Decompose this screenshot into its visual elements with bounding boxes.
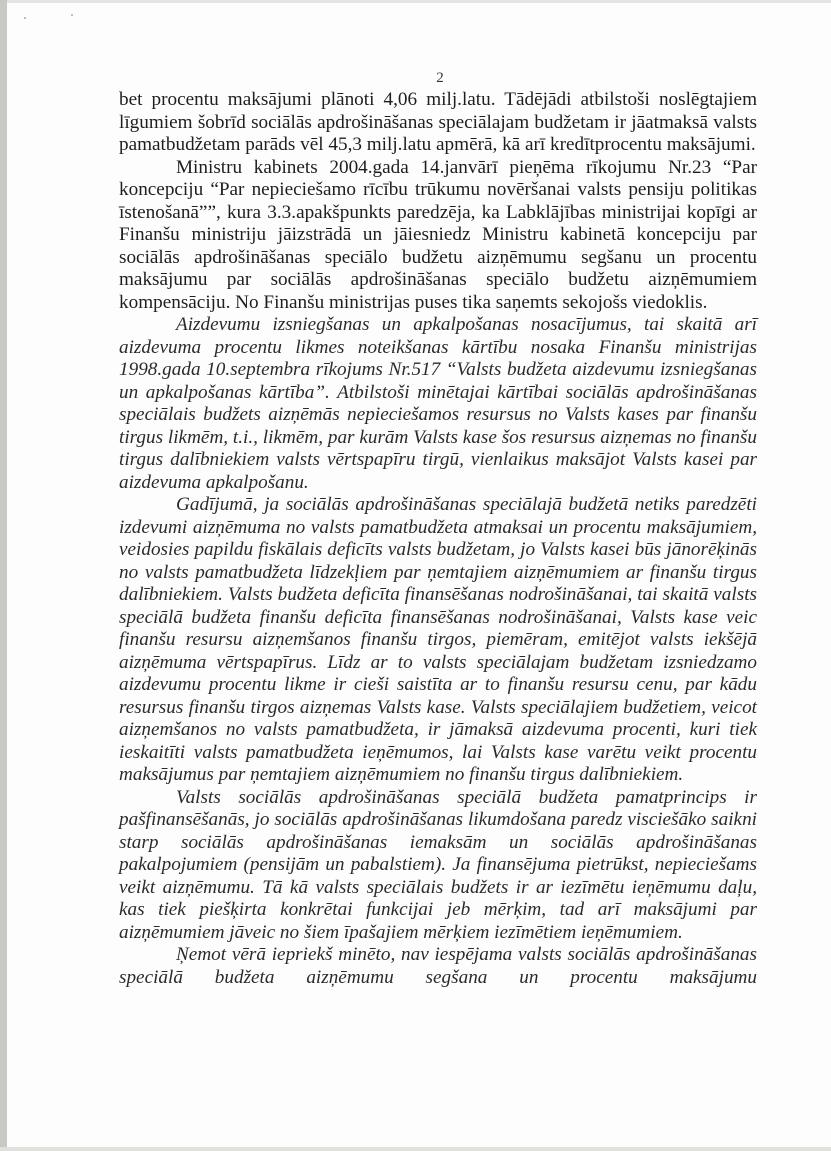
- scan-speck: [71, 14, 73, 16]
- paragraph: Aizdevumu izsniegšanas un apkalpošanas nosacījumus, tai skaitā arī aizdevuma procentu likmes noteikšanas kārtību nosaka Finanšu ministrijas 1998.gada 10.septembra rīkojums Nr.517 “Valsts budžeta aizdevumu izsniegšanas un apkalpošanas kārtība”. Atbilstoši minētajai kārtībai sociālās apdrošināšanas speciālais budžets aizņēmās nepieciešamos resursus no Valsts kases par finanšu tirgus likmēm, t.i., likmēm, par kurām Valsts kase šos resursus aizņemas no finanšu tirgus dalībniekiem valsts vērtspapīru tirgū, vienlaikus maksājot Valsts kasei par aizdevuma apkalpošanu.: [119, 314, 757, 493]
- page-number: 2: [436, 70, 444, 86]
- scan-speck: [24, 17, 26, 19]
- paragraph: bet procentu maksājumi plānoti 4,06 milj.latu. Tādējādi atbilstoši noslēgtajiem līgumiem šobrīd sociālās apdrošināšanas speciālajam budžetam ir jāatmaksā valsts pamatbudžetam parāds vēl 45,3 milj.latu apmērā, kā arī kredītprocentu maksājumi.: [119, 89, 757, 155]
- scan-bottom-edge: [0, 1147, 831, 1151]
- scan-left-edge: [0, 0, 7, 1151]
- paragraph: Ņemot vērā iepriekš minēto, nav iespējama valsts sociālās apdrošināšanas speciālā budžeta aizņēmumu segšana un procentu maksājumu: [119, 944, 757, 988]
- paragraph: Valsts sociālās apdrošināšanas speciālā budžeta pamatprincips ir pašfinansēšanās, jo sociālās apdrošināšanas likumdošana paredz visciešāko saikni starp sociālās apdrošināšanas iemaksām un sociālās apdrošināšanas pakalpojumiem (pensijām un pabalstiem). Ja finansējuma pietrūkst, nepieciešams veikt aizņēmumu. Tā kā valsts speciālais budžets ir ar iezīmētu ieņēmumu daļu, kas tiek piešķirta konkrētai funkcijai jeb mērķim, tad arī maksājumi par aizņēmumiem jāveic no šiem īpašajiem mērķiem iezīmētiem ieņēmumiem.: [119, 786, 757, 943]
- paragraph: Gadījumā, ja sociālās apdrošināšanas speciālajā budžetā netiks paredzēti izdevumi aizņēmuma no valsts pamatbudžeta atmaksai un procentu maksājumiem, veidosies papildu fiskālais deficīts valsts budžetam, jo Valsts kasei būs jānorēķinās no valsts pamatbudžeta līdzekļiem par ņemtajiem aizņēmumiem ar finanšu tirgus dalībniekiem. Valsts budžeta deficīta finansēšanas nodrošināšanai, tai skaitā valsts speciālā budžeta finanšu deficīta finansēšanas nodrošināšanai, Valsts kase veic finanšu resursu aizņemšanos finanšu tirgos, piemēram, emitējot valsts iekšējā aizņēmuma vērtspapīrus. Līdz ar to valsts speciālajam budžetam izsniedzamo aizdevumu procentu likme ir cieši saistīta ar to finanšu resursu cenu, par kādu resursus finanšu tirgos aizņemas Valsts kase. Valsts speciālajiem budžetiem, veicot aizņemšanos no valsts pamatbudžeta, ir jāmaksā aizdevuma procenti, kuri tiek ieskaitīti valsts pamatbudžeta ieņēmumos, lai Valsts kase varētu veikt procentu maksājumus par ņemtajiem aizņēmumiem no finanšu tirgus dalībniekiem.: [119, 494, 757, 785]
- scan-top-edge: [0, 0, 831, 3]
- document-body: [119, 89, 757, 989]
- paragraph: Ministru kabinets 2004.gada 14.janvārī pieņēma rīkojumu Nr.23 “Par koncepciju “Par nepieciešamo rīcību trūkumu novēršanai valsts pensiju politikas īstenošanā””, kura 3.3.apakšpunkts paredzēja, ka Labklājības ministrijai kopīgi ar Finanšu ministriju jāizstrādā un jāiesniedz Ministru kabinetā koncepciju par sociālās apdrošināšanas speciālo budžetu aizņēmumu segšanu un procentu maksājumu par sociālās apdrošināšanas speciālo budžetu aizņēmumiem kompensāciju. No Finanšu ministrijas puses tika saņemts sekojošs viedoklis.: [119, 156, 757, 313]
